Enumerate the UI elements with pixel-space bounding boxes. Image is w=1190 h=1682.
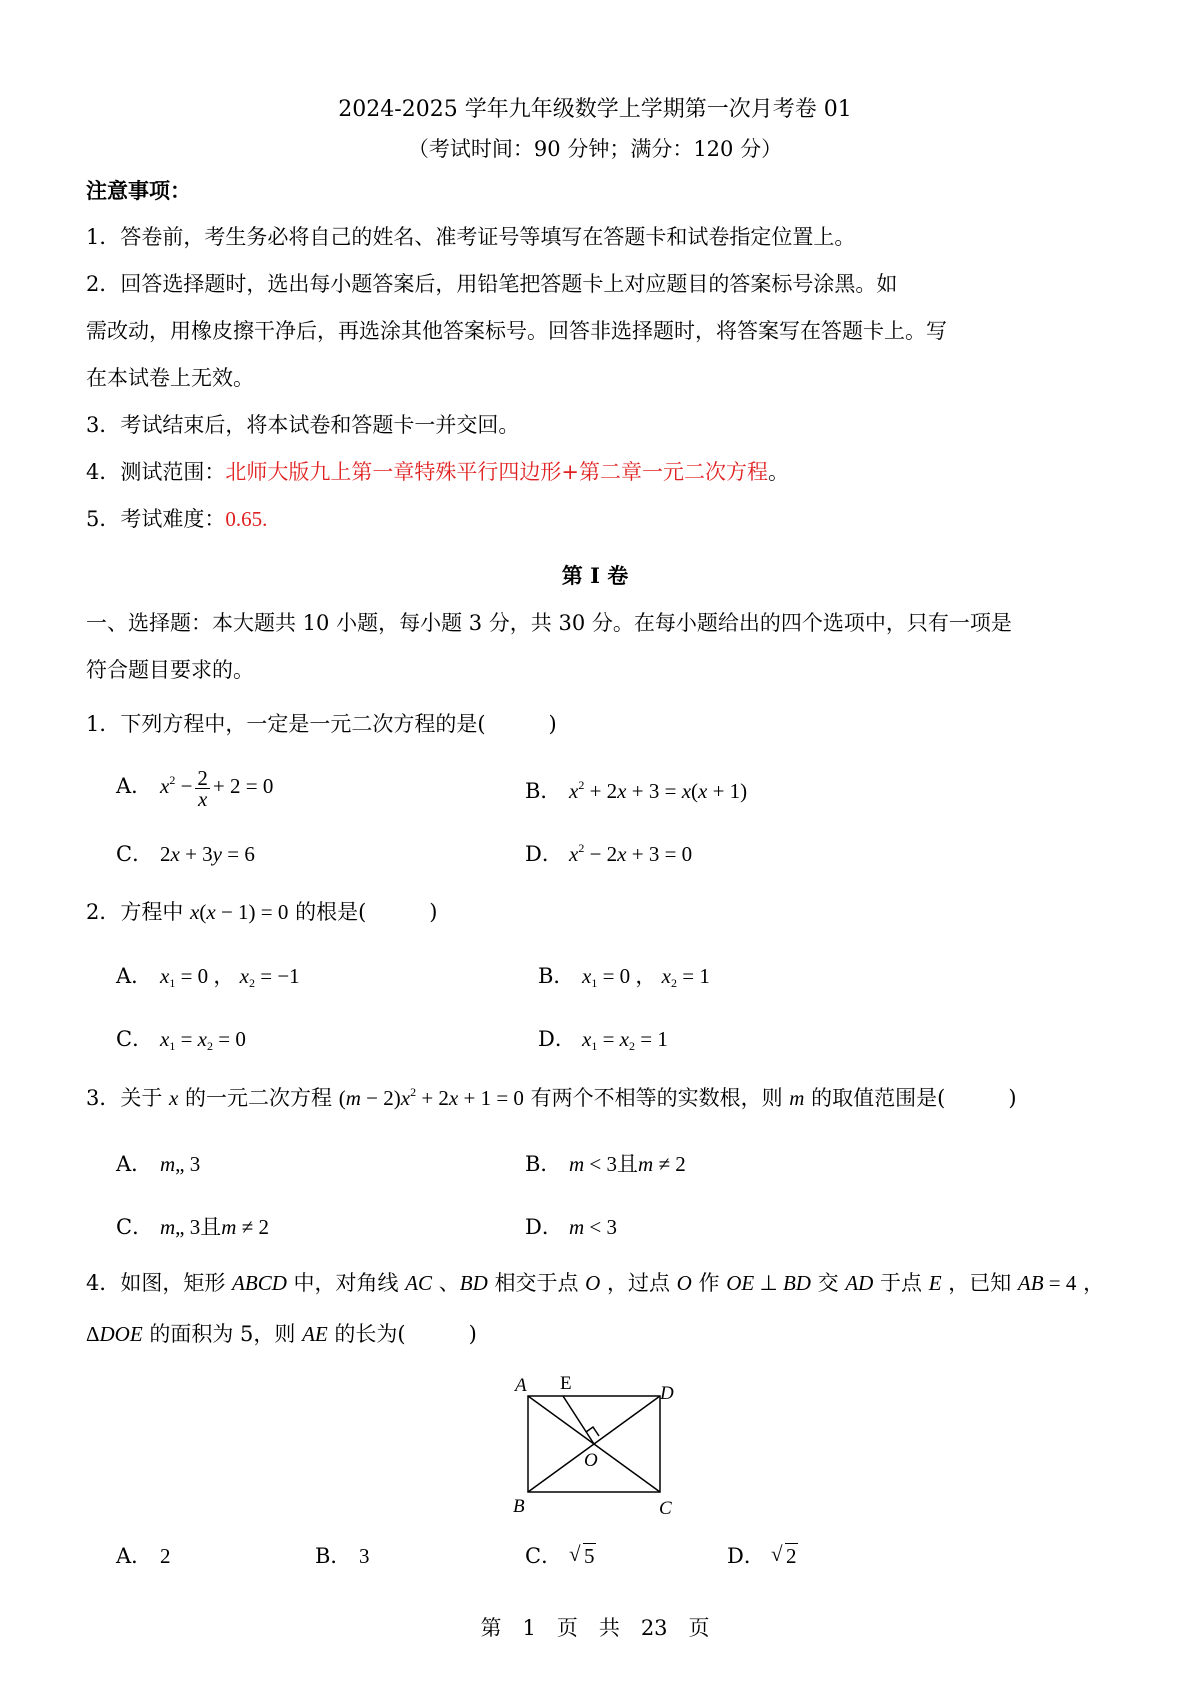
notice-item-2-cont: 需改动，用橡皮擦干净后，再选涂其他答案标号。回答非选择题时，将答案写在答题卡上。写 bbox=[86, 319, 947, 343]
q4-a-value: 2 bbox=[160, 1544, 171, 1568]
notice-item-4-suffix: 。 bbox=[767, 460, 789, 484]
q3-c-and: 且 bbox=[200, 1215, 222, 1239]
q3-stem-mid2: 有两个不相等的实数根，则 bbox=[523, 1086, 790, 1110]
q3-d-formula: m < 3 bbox=[569, 1215, 618, 1239]
q2-d-label: D． bbox=[538, 1027, 576, 1051]
label-o: O bbox=[584, 1450, 598, 1471]
q4-a-label: A． bbox=[116, 1544, 153, 1568]
q4-text-c: 、 bbox=[432, 1271, 460, 1295]
q4-d-value: 2 bbox=[786, 1544, 797, 1568]
question-4-stem-line2 bbox=[86, 1319, 477, 1349]
exam-subtitle: （考试时间：90 分钟；满分：120 分） bbox=[407, 137, 783, 161]
q3-b-formula-2: m ≠ 2 bbox=[638, 1152, 686, 1176]
q1-b-formula: $x^2 + 2x + 3 = x(x + 1)$ bbox=[569, 778, 748, 803]
q4-option-b bbox=[315, 1540, 370, 1570]
q3-b-formula: m < 3 bbox=[569, 1152, 618, 1176]
q3-option-d bbox=[525, 1211, 617, 1241]
label-d: D bbox=[660, 1383, 674, 1404]
q1-a-label: A． bbox=[116, 774, 153, 799]
q3-c-formula: m„ 3 bbox=[160, 1215, 201, 1239]
q3-a-formula: m„ 3 bbox=[160, 1152, 201, 1176]
q1-option-a bbox=[116, 768, 273, 809]
q4-ad: AD bbox=[845, 1271, 874, 1295]
q4-text-f: 作 bbox=[691, 1271, 727, 1295]
q2-c-formula: $x_1 = x_2 = 0$ bbox=[160, 1027, 246, 1053]
sqrt-symbol: √ bbox=[569, 1542, 581, 1566]
q1-d-label: D． bbox=[525, 842, 563, 866]
question-1-stem: 1．下列方程中，一定是一元二次方程的是( ) bbox=[86, 712, 557, 736]
part1-instructions-cont: 符合题目要求的。 bbox=[86, 658, 254, 682]
q4-option-c bbox=[525, 1540, 596, 1570]
q1-c-label: C． bbox=[116, 842, 154, 866]
q4-c-label: C． bbox=[525, 1544, 563, 1568]
notice-item-2: 2．回答选择题时，选出每小题答案后，用铅笔把答题卡上对应题目的答案标号涂黑。如 bbox=[86, 272, 898, 296]
notice-item-5-prefix: 5．考试难度： bbox=[86, 507, 226, 531]
q2-a-label: A． bbox=[116, 964, 153, 988]
q3-a-label: A． bbox=[116, 1152, 153, 1176]
q4-ae: AE bbox=[302, 1322, 328, 1346]
segment-oe bbox=[563, 1396, 594, 1444]
q2-b-label: B． bbox=[538, 964, 575, 988]
exam-title: 2024-2025 学年九年级数学上学期第一次月考卷 01 bbox=[338, 97, 852, 122]
q2-stem-pre: 2．方程中 bbox=[86, 900, 191, 924]
q4-text-i: ，已知 bbox=[941, 1271, 1018, 1295]
question-4-stem-line1 bbox=[86, 1268, 1104, 1298]
q2-option-c bbox=[116, 1023, 246, 1053]
q4-option-a bbox=[116, 1540, 171, 1570]
q3-var-x: x bbox=[169, 1086, 179, 1110]
q4-c-value: 5 bbox=[584, 1544, 595, 1568]
label-a: A bbox=[515, 1375, 527, 1396]
notice-item-4-prefix: 4．测试范围： bbox=[86, 460, 226, 484]
q4-text-d: 相交于点 bbox=[487, 1271, 586, 1295]
q2-a-formula: $x_1 = 0$ ， $x_2 = -1$ bbox=[160, 964, 300, 990]
q2-stem-post: 的根是( ) bbox=[288, 900, 438, 924]
question-2-stem bbox=[86, 897, 437, 927]
q3-b-label: B． bbox=[525, 1152, 562, 1176]
q1-option-d bbox=[525, 838, 692, 868]
q1-d-formula: $x^2 - 2x + 3 = 0$ bbox=[569, 841, 693, 866]
q1-option-b bbox=[525, 775, 747, 805]
label-e: E bbox=[560, 1373, 572, 1394]
q1-option-c bbox=[116, 838, 255, 868]
q4-ab-eq: AB = 4 bbox=[1017, 1271, 1077, 1295]
q4-text-h: 于点 bbox=[873, 1271, 929, 1295]
q3-stem-pre: 3．关于 bbox=[86, 1086, 170, 1110]
q4-ac: AC bbox=[405, 1271, 433, 1295]
q4-oe-perp-bd: OE ⊥ BD bbox=[726, 1271, 811, 1295]
q3-d-label: D． bbox=[525, 1215, 563, 1239]
q3-option-b bbox=[525, 1148, 686, 1178]
q4-triangle-doe: ΔDOE bbox=[86, 1322, 143, 1346]
q1-b-label: B． bbox=[525, 779, 562, 803]
q1-a-formula: $x^2$ − $\frac{2}{x}$ + 2 = 0 bbox=[160, 766, 274, 811]
q4-b-label: B． bbox=[315, 1544, 352, 1568]
q4-text-b: 中，对角线 bbox=[286, 1271, 406, 1295]
q4-o2: O bbox=[676, 1271, 692, 1295]
q3-stem-post: 的取值范围是( ) bbox=[804, 1086, 1017, 1110]
q2-d-formula: $x_1 = x_2 = 1$ bbox=[582, 1027, 668, 1053]
q4-b-value: 3 bbox=[359, 1544, 370, 1568]
q3-b-and: 且 bbox=[617, 1152, 639, 1176]
volume-heading: 第 Ⅰ 卷 bbox=[561, 563, 629, 588]
notice-item-4 bbox=[86, 457, 789, 487]
q4-d-label: D． bbox=[727, 1544, 765, 1568]
q4-text-j: ， bbox=[1076, 1271, 1105, 1295]
q4-o: O bbox=[585, 1271, 601, 1295]
q4-c-sqrt bbox=[569, 1544, 596, 1569]
q4-option-d bbox=[727, 1540, 798, 1570]
notice-item-5 bbox=[86, 504, 267, 534]
label-b: B bbox=[513, 1496, 525, 1517]
difficulty-value: 0.65. bbox=[225, 507, 268, 531]
q3-equation: $(m - 2)x^2 + 2x + 1 = 0$ bbox=[338, 1085, 524, 1110]
q1-c-formula: 2x + 3y = 6 bbox=[160, 842, 255, 866]
q3-option-c bbox=[116, 1211, 269, 1241]
q4-bd: BD bbox=[459, 1271, 488, 1295]
q4-text-l2a: 的面积为 5，则 bbox=[142, 1322, 303, 1346]
test-scope: 北师大版九上第一章特殊平行四边形+第二章一元二次方程 bbox=[225, 460, 768, 484]
q3-c-formula-2: m ≠ 2 bbox=[221, 1215, 269, 1239]
q2-equation: x(x − 1) = 0 bbox=[190, 900, 289, 924]
q2-c-label: C． bbox=[116, 1027, 154, 1051]
q2-b-formula: $x_1 = 0$ ， $x_2 = 1$ bbox=[582, 964, 710, 990]
page-footer: 第 1 页 共 23 页 bbox=[480, 1616, 710, 1640]
q4-text-g: 交 bbox=[810, 1271, 846, 1295]
q4-abcd: ABCD bbox=[232, 1271, 287, 1295]
q4-rectangle-figure bbox=[500, 1368, 700, 1518]
q3-var-m: m bbox=[789, 1086, 805, 1110]
notice-item-2-end: 在本试卷上无效。 bbox=[86, 366, 254, 390]
sqrt-symbol: √ bbox=[771, 1542, 783, 1566]
q4-e: E bbox=[928, 1271, 942, 1295]
q3-c-label: C． bbox=[116, 1215, 154, 1239]
label-c: C bbox=[659, 1498, 672, 1518]
q4-text-e: ，过点 bbox=[600, 1271, 677, 1295]
q2-option-a bbox=[116, 960, 300, 990]
q4-d-sqrt bbox=[771, 1544, 798, 1569]
notice-heading: 注意事项： bbox=[86, 178, 191, 203]
q2-option-d bbox=[538, 1023, 668, 1053]
q2-option-b bbox=[538, 960, 710, 990]
notice-item-1: 1．答卷前，考生务必将自己的姓名、准考证号等填写在答题卡和试卷指定位置上。 bbox=[86, 225, 856, 249]
q3-option-a bbox=[116, 1148, 200, 1178]
q3-stem-mid1: 的一元二次方程 bbox=[178, 1086, 339, 1110]
part1-instructions: 一、选择题：本大题共 10 小题，每小题 3 分，共 30 分。在每小题给出的四个选项中，只有一项是 bbox=[86, 611, 1012, 635]
question-3-stem bbox=[86, 1083, 1017, 1113]
notice-item-3: 3．考试结束后，将本试卷和答题卡一并交回。 bbox=[86, 413, 520, 437]
q4-text-a: 4．如图，矩形 bbox=[86, 1271, 233, 1295]
q4-text-l2b: 的长为( ) bbox=[327, 1322, 477, 1346]
